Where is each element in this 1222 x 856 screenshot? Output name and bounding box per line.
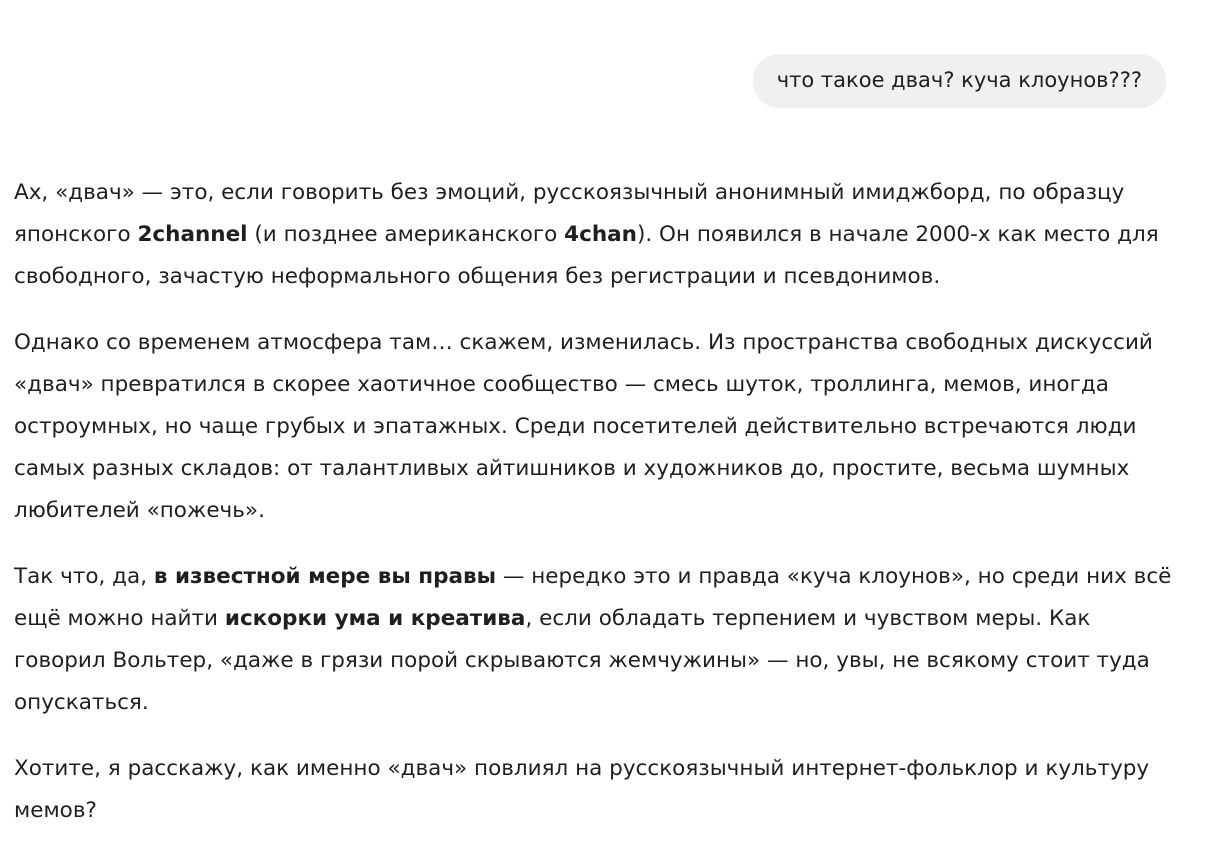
user-message-bubble bbox=[753, 54, 1166, 108]
assistant-paragraph-2 bbox=[14, 322, 1184, 532]
assistant-bold-text: 2channel bbox=[137, 222, 248, 247]
assistant-text: ). Он появился в начале 2000-х как место для свободного, зачастую неформального общения без регистрации и псевдонимов. bbox=[14, 222, 1159, 289]
user-message-text: что такое двач? куча клоунов??? bbox=[776, 68, 1142, 92]
assistant-bold-text: в известной мере вы правы bbox=[153, 564, 497, 589]
assistant-paragraph-4 bbox=[14, 748, 1184, 832]
assistant-text: Однако со временем атмосфера там… скажем, изменилась. Из пространства свободных дискуссий «двач» превратился в скорее хаотичное сообщество — смесь шуток, троллинга, мемов, иногда остроумных, но чаще грубых и эпатажных. Среди посетителей действительно встречаются люди самых разных складов: от талантливых айтишников и художников до, простите, весьма шумных любителей «пожечь». bbox=[14, 330, 1153, 523]
assistant-text: Хотите, я расскажу, как именно «двач» повлиял на русскоязычный интернет-фольклор и культуру мемов? bbox=[14, 756, 1150, 823]
user-message-row bbox=[753, 54, 1166, 108]
assistant-text: Ах, «двач» — это, если говорить без эмоций, русскоязычный анонимный имиджборд, по образцу японского bbox=[14, 180, 1125, 247]
assistant-bold-text: 4chan bbox=[564, 222, 637, 247]
assistant-text: (и позднее американского bbox=[247, 222, 565, 247]
assistant-text: , если обладать терпением и чувством меры. Как говорил Вольтер, «даже в грязи порой скрываются жемчужины» — но, увы, не всякому стоит туда опускаться. bbox=[14, 606, 1150, 715]
assistant-paragraph-3 bbox=[14, 556, 1184, 724]
assistant-text: — нередко это и правда «куча клоунов», но среди них всё ещё можно найти bbox=[14, 564, 1172, 631]
assistant-bold-text: искорки ума и креатива bbox=[224, 606, 526, 631]
assistant-message bbox=[14, 172, 1184, 856]
assistant-paragraph-1 bbox=[14, 172, 1184, 298]
assistant-text: Так что, да, bbox=[14, 564, 154, 589]
